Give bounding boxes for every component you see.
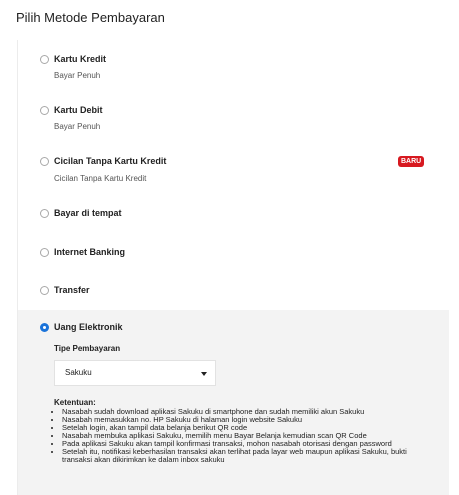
terms-item: • Pada aplikasi Sakuku akan tampil konfirmasi transaksi, mohon nasabah otorisasi dengan password <box>62 440 432 448</box>
terms-item: • Nasabah membuka aplikasi Sakuku, memilih menu Bayar Belanja kemudian scan QR Code <box>62 432 432 440</box>
option-label: Kartu Kredit <box>54 54 107 64</box>
option-label: Internet Banking <box>54 247 126 257</box>
radio-kartu-kredit[interactable] <box>40 55 49 64</box>
terms-item: • Setelah itu, notifikasi keberhasilan transaksi akan terlihat pada layar web maupun aplikasi Sakuku, bukti transaksi akan dikirimkan ke dalam inbox sakuku <box>62 448 432 464</box>
option-sublabel: Bayar Penuh <box>54 122 101 131</box>
new-badge: BARU <box>398 156 424 167</box>
option-uang-elektronik[interactable] <box>18 310 449 495</box>
radio-cicilan[interactable] <box>40 157 49 166</box>
option-label: Kartu Debit <box>54 105 103 115</box>
terms-item: • Setelah login, akan tampil data belanja berikut QR code <box>62 424 432 432</box>
chevron-down-icon <box>201 372 207 376</box>
radio-internet-banking[interactable] <box>40 248 49 257</box>
payment-method-panel <box>17 40 448 495</box>
terms-item: • Nasabah memasukkan no. HP Sakuku di halaman login website Sakuku <box>62 416 432 424</box>
option-label: Bayar di tempat <box>54 208 122 218</box>
option-sublabel: Bayar Penuh <box>54 71 101 80</box>
terms-list <box>62 408 432 464</box>
payment-type-select[interactable] <box>54 360 216 386</box>
radio-kartu-debit[interactable] <box>40 106 49 115</box>
terms-item: • Nasabah sudah download aplikasi Sakuku di smartphone dan sudah memiliki akun Sakuku <box>62 408 432 416</box>
option-sublabel: Cicilan Tanpa Kartu Kredit <box>54 174 147 183</box>
option-label: Transfer <box>54 285 90 295</box>
payment-type-label: Tipe Pembayaran <box>54 344 121 353</box>
page-title: Pilih Metode Pembayaran <box>16 10 165 25</box>
radio-bayar-di-tempat[interactable] <box>40 209 49 218</box>
option-label: Uang Elektronik <box>54 322 123 332</box>
terms-title: Ketentuan: <box>54 398 96 407</box>
radio-uang-elektronik[interactable] <box>40 323 49 332</box>
payment-type-value: Sakuku <box>65 368 92 377</box>
option-label: Cicilan Tanpa Kartu Kredit <box>54 156 167 166</box>
radio-transfer[interactable] <box>40 286 49 295</box>
